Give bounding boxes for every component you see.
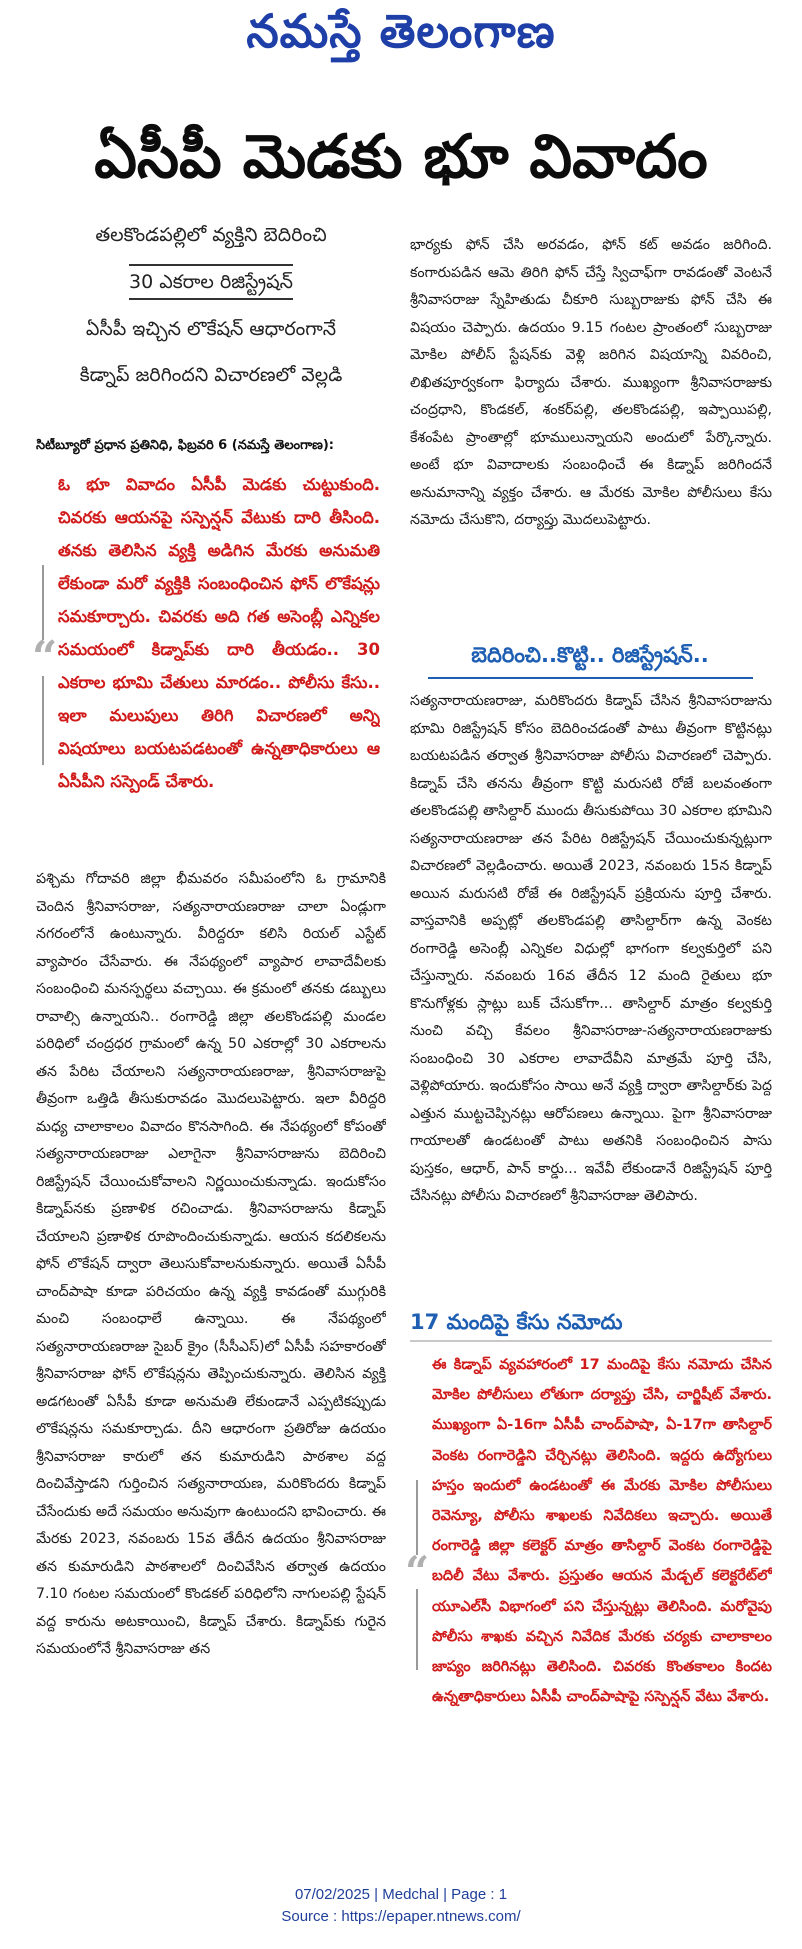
footer-source-label: Source : (281, 1908, 342, 1925)
dateline: సిటీబ్యూరో ప్రధాన ప్రతినిధి, ఫిబ్రవరి 6 (నమస్తే తెలంగాణ): (36, 438, 334, 453)
subheading-2-rule (410, 1340, 772, 1342)
quote-mark-icon-2: “ (405, 1547, 430, 1596)
masthead-logo: నమస్తే తెలంగాణ (246, 4, 556, 58)
body-right-middle: సత్యనారాయణరాజు, మరికొందరు కిడ్నాప్ చేసిన శ్రీనివాసరాజును భూమి రిజిస్ట్రేషన్ కోసం బెదిరించడంతో పాటు తీవ్రంగా కొట్టినట్లు బయటపడిన తర్వాత శ్రీనివాసరాజు పోలీసు విచారణలో చెప్పారు. కిడ్నాప్ చేసి తనను తీవ్రంగా కొట్టి మరుసటి రోజే బలవంతంగా తలకొండపల్లి తాసిల్దార్ ముందు తీసుకుపోయి 30 ఎకరాల భూమిని సత్యనారాయణరాజు తన పేరిట రిజిస్ట్రేషన్ చేయించుకున్నట్లుగా విచారణలో వెల్లడించారు. అయితే 2023, నవంబరు 15న కిడ్నాప్ అయిన మరుసటి రోజే ఈ రిజిస్ట్రేషన్ ప్రక్రియను పూర్తి చేశారు. వాస్తవానికి అప్పట్లో తలకొండపల్లి తాసిల్దార్‌గా ఉన్న వెంకట రంగారెడ్డి అసెంబ్లీ ఎన్నికల విధుల్లో భాగంగా కల్వకుర్తిలో పని చేస్తున్నారు. నవంబరు 16వ తేదీన 12 మంది రైతులు భూ కొనుగోళ్లకు స్లాట్లు బుక్ చేసుకోగా... తాసిల్దార్ మాత్రం కల్వకుర్తి నుంచి వచ్చి కేవలం శ్రీనివాసరాజు-సత్యనారాయణరాజుకు సంబంధించి 30 ఎకరాల లావాదేవీని మాత్రమే పూర్తి చేసి, వెళ్లిపోయారు. ఇందుకోసం సాయి అనే వ్యక్తి ద్వారా తాసిల్దార్‌కు పెద్ద ఎత్తున ముట్టచెప్పినట్లు ఆరోపణలు ఉన్నాయి. పైగా శ్రీనివాసరాజు గాయాలతో ఉండటంతో పాటు అతనికి సంబంధించిన పాసు పుస్తకం, ఆధార్, పాన్ కార్డు... ఇవేవీ లేకుండానే రిజిస్ట్రేషన్ పూర్తి చేసినట్లు పోలీసు విచారణలో శ్రీనివాసరాజు తెలిపారు. (410, 693, 772, 1204)
footer-edition-line: 07/02/2025 | Medchal | Page : 1 (294, 1886, 508, 1903)
subheading-2: 17 మందిపై కేసు నమోదు (410, 1310, 623, 1334)
body-right-top: భార్యకు ఫోన్ చేసి అరవడం, ఫోన్ కట్ అవడం జరిగింది. కంగారుపడిన ఆమె తిరిగి ఫోన్ చేస్తే స్విచాఫ్‌గా రావడంతో వెంటనే శ్రీనివాసరాజు స్నేహితుడు చీకూరి సుబ్బరాజుకు ఫోన్ చేసి ఈ విషయం చెప్పారు. ఉదయం 9.15 గంటల ప్రాంతంలో సుబ్బరాజు మోకిల పోలీస్ స్టేషన్‌కు వెళ్లి జరిగిన విషయాన్ని వివరించి, లిఖితపూర్వకంగా ఫిర్యాదు చేశారు. ముఖ్యంగా శ్రీనివాసరాజుకు చంద్రధాని, కొండకల్, శంకర్‌పల్లి, తలకొండపల్లి, ఇప్పాయిపల్లి, కేశంపేట ప్రాంతాల్లో భూములున్నాయని అందులో పేర్కొన్నారు. అంటే భూ వివాదాలకు సంబంధించే ఈ కిడ్నాప్ జరిగిందనే అనుమానాన్ని వ్యక్తం చేశారు. ఆ మేరకు మోకిల పోలీసులు కేసు నమోదు చేసుకొని, దర్యాప్తు మొదలుపెట్టారు. (410, 237, 772, 528)
headline: ఏసీపీ మెడకు భూ వివాదం (94, 122, 708, 192)
subheading-1-rule (428, 677, 753, 679)
deck-line-2: 30 ఎకరాల రిజిస్ట్రేషన్ (129, 264, 293, 300)
deck-line-1: తలకొండపల్లిలో వ్యక్తిని బెదిరించి (95, 224, 327, 246)
footer (0, 1884, 802, 1940)
source-link[interactable]: https://epaper.ntnews.com/ (341, 1908, 521, 1925)
subheading-1: బెదిరించి..కొట్టి.. రిజిస్ట్రేషన్.. (471, 643, 709, 667)
footer-source-line (0, 1906, 802, 1928)
quote-mark-icon: “ (32, 640, 60, 676)
deck-line-3: ఏసీపీ ఇచ్చిన లొకేషన్ ఆధారంగానే (85, 318, 337, 340)
lead-paragraph: ఓ భూ వివాదం ఏసీపీ మెడకు చుట్టుకుంది. చివరకు ఆయనపై సస్పెన్షన్ వేటుకు దారి తీసింది. తనకు తెలిసిన వ్యక్తి అడిగిన మేరకు అనుమతి లేకుండా మరో వ్యక్తికి సంబంధించిన ఫోన్ లొకేషన్లు సమకూర్చారు. చివరకు అది గత అసెంబ్లీ ఎన్నికల సమయంలో కిడ్నాప్‌కు దారి తీయడం.. 30 ఎకరాల భూమి చేతులు మారడం.. పోలీసు కేసు.. ఇలా మలుపులు తిరిగి విచారణలో అన్ని విషయాలు బయటపడటంతో ఉన్నతాధికారులు ఆ ఏసీపీని సస్పెండ్ చేశారు. (58, 475, 380, 791)
deck-line-4: కిడ్నాప్ జరిగిందని విచారణలో వెల్లడి (79, 364, 343, 386)
deck (36, 212, 386, 398)
body-left-column: పశ్చిమ గోదావరి జిల్లా భీమవరం సమీపంలోని ఓ గ్రామానికి చెందిన శ్రీనివాసరాజు, సత్యనారాయణరాజు చాలా ఏండ్లుగా నగరంలోనే ఉంటున్నారు. వీరిద్దరూ కలిసి రియల్ ఎస్టేట్ వ్యాపారం చేసేవారు. ఈ నేపథ్యంలో వ్యాపార లావాదేవీలకు సంబంధించి మనస్పర్థలు వచ్చాయి. ఈ క్రమంలో తనకు డబ్బులు రావాల్సి ఉన్నాయని.. రంగారెడ్డి జిల్లా తలకొండపల్లి మండల పరిధిలో చంద్రధర గ్రామంలో ఉన్న 50 ఎకరాల్లో 30 ఎకరాలను తన పేరిట చేయాలని సత్యనారాయణరాజు, శ్రీనివాసరాజుపై తీవ్రంగా ఒత్తిడి తీసుకురావడం మొదలుపెట్టారు. ఇలా వీరిద్దరి మధ్య చాలాకాలం వివాదం కొనసాగింది. ఈ నేపథ్యంలో కోపంతో సత్యనారాయణరాజు ఎలాగైనా శ్రీనివాసరాజును బెదిరించి రిజిస్ట్రేషన్ చేయించుకోవాలని నిర్ణయించుకున్నాడు. ఇందుకోసం కిడ్నాప్‌నకు ప్రణాళిక రచించాడు. శ్రీనివాసరాజును కిడ్నాప్ చేయాలని ప్రణాళిక రూపొందించుకున్నాడు. ఆయన కదలికలను ఫోన్ లొకేషన్ ద్వారా తెలుసుకోవాలనుకున్నారు. అయితే ఏసీపీ చాంద్‌పాషా కూడా పరిచయం ఉన్న వ్యక్తి కావడంతో ముగ్గురికి మంచి సంబంధాలే ఉన్నాయి. ఈ నేపథ్యంలో సత్యనారాయణరాజు సైబర్ క్రైం (సీసీఎస్)లో ఏసీపీ సహకారంతో శ్రీనివాసరాజు ఫోన్ లొకేషన్లను తెప్పించుకున్నారు. తెలిసిన వ్యక్తి అడగటంతో ఏసీపీ కూడా అనుమతి లేకుండానే ఎప్పటికప్పుడు లొకేషన్లను సమకూర్చాడు. దీని ఆధారంగా ప్రతిరోజు ఉదయం శ్రీనివాసరాజు కారులో తన కుమారుడిని పాఠశాల వద్ద దించివేస్తాడని గుర్తించిన సత్యనారాయణ, మరికొందరు కిడ్నాప్ చేసేందుకు అదే సమయం అనువుగా ఉంటుందని భావించారు. ఈ మేరకు 2023, నవంబరు 15వ తేదీన ఉదయం శ్రీనివాసరాజు తన కుమారుడిని పాఠశాలలో దించివేసిన తర్వాత ఉదయం 7.10 గంటల సమయంలో కొండకల్ పరిధిలోని నాగులపల్లి స్టేషన్ వద్ద కారును అటకాయించి, కిడ్నాప్ చేశారు. కిడ్నాప్‌కు గురైన సమయంలోనే శ్రీనివాసరాజు తన (36, 871, 386, 1657)
pull-quote-2: ఈ కిడ్నాప్ వ్యవహారంలో 17 మందిపై కేసు నమోదు చేసిన మోకిల పోలీసులు లోతుగా దర్యాప్తు చేసి, చార్జిషీట్ వేశారు. ముఖ్యంగా ఏ-16గా ఏసీపీ చాంద్‌పాషా, ఏ-17గా తాసిల్దార్ వెంకట రంగారెడ్డిని చేర్చినట్లు తెలిసింది. ఇద్దరు ఉద్యోగులు హస్తం ఇందులో ఉండటంతో ఈ మేరకు మోకిల పోలీసులు రెవెన్యూ, పోలీసు శాఖలకు నివేదికలు ఇచ్చారు. అయితే రంగారెడ్డి జిల్లా కలెక్టర్ మాత్రం తాసిల్దార్ వెంకట రంగారెడ్డిపై బదిలీ వేటు వేశారు. ప్రస్తుతం ఆయన మేడ్చల్ కలెక్టరేట్‌లో యూఎల్‌సీ విభాగంలో పని చేస్తున్నట్లు తెలిసింది. మరోవైపు పోలీసు శాఖకు వచ్చిన నివేదిక మేరకు చర్యకు చాలాకాలం జాప్యం జరిగినట్లు తెలిసింది. చివరకు కొంతకాలం కిందట ఉన్నతాధికారులు ఏసీపీ చాంద్‌పాషాపై సస్పెన్షన్ వేటు వేశారు. (432, 1357, 772, 1706)
